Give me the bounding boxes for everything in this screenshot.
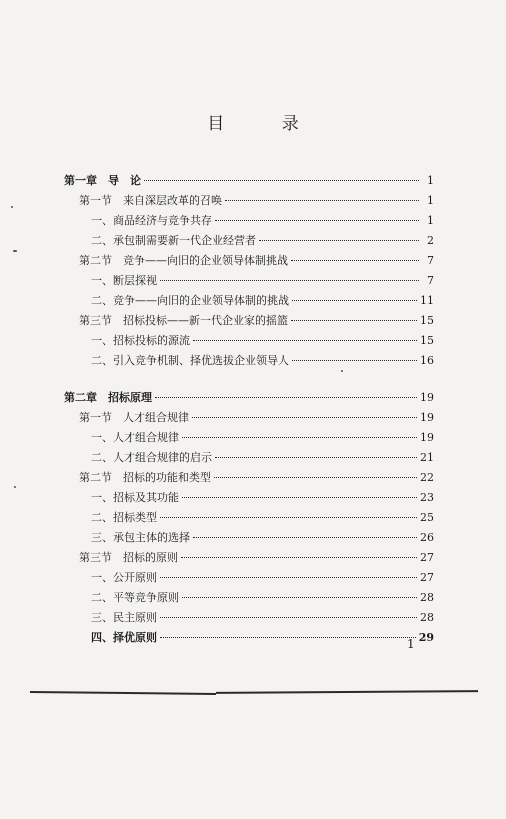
toc-entry xyxy=(91,528,434,548)
dot-leader xyxy=(160,617,417,618)
toc-entry-page: 19 xyxy=(420,391,434,404)
toc-entry-page: 15 xyxy=(420,314,434,327)
scan-speck xyxy=(341,370,343,372)
toc-entry-page: 15 xyxy=(420,334,434,347)
toc-entry xyxy=(64,171,434,191)
toc-entry-page: 29 xyxy=(418,631,434,644)
dot-leader xyxy=(291,260,419,261)
toc-entry xyxy=(91,351,434,371)
toc-entry-label: 第三节 招标的原则 xyxy=(79,551,178,564)
scan-rule-right xyxy=(216,690,478,693)
toc-entry-page: 1 xyxy=(427,214,434,227)
dot-leader xyxy=(292,360,417,361)
toc-entry xyxy=(79,311,434,331)
dot-leader xyxy=(160,280,419,281)
toc-entry xyxy=(91,448,434,468)
toc-entry-page: 22 xyxy=(420,471,434,484)
toc-entry-label: 第三节 招标投标——新一代企业家的摇篮 xyxy=(79,314,288,327)
toc-entry xyxy=(91,588,434,608)
toc-entry-page: 16 xyxy=(420,354,434,367)
toc-entry-label: 二、人才组合规律的启示 xyxy=(91,451,212,464)
dot-leader xyxy=(160,577,417,578)
toc-entry xyxy=(91,231,434,251)
toc-entry-label: 第一章 导 论 xyxy=(64,174,141,187)
toc-entry xyxy=(91,508,434,528)
toc-entry-page: 26 xyxy=(420,531,434,544)
toc-entry xyxy=(91,271,434,291)
dot-leader xyxy=(291,320,417,321)
toc-entry xyxy=(79,251,434,271)
toc-entry xyxy=(91,628,434,648)
scan-speck xyxy=(11,206,13,208)
dot-leader xyxy=(160,637,416,638)
dot-leader xyxy=(144,180,419,181)
dot-leader xyxy=(160,517,417,518)
scan-rule-left xyxy=(30,691,216,694)
toc-entry-page: 2 xyxy=(427,234,434,247)
dot-leader xyxy=(215,457,417,458)
toc-entry-label: 二、承包制需要新一代企业经营者 xyxy=(91,234,256,247)
toc-entry xyxy=(91,428,434,448)
dot-leader xyxy=(181,557,417,558)
dot-leader xyxy=(182,497,417,498)
dot-leader xyxy=(182,437,417,438)
toc-entry-page: 28 xyxy=(420,611,434,624)
toc-entry-page: 19 xyxy=(420,411,434,424)
toc-entry-page: 27 xyxy=(420,551,434,564)
toc-entry xyxy=(79,468,434,488)
toc-entry-label: 第一节 来自深层改革的召唤 xyxy=(79,194,222,207)
toc-entry-label: 三、民主原则 xyxy=(91,611,157,624)
toc-entry-page: 11 xyxy=(420,294,434,307)
scan-speck xyxy=(13,250,17,252)
dot-leader xyxy=(182,597,417,598)
toc-entry xyxy=(79,191,434,211)
toc-title: 目 录 xyxy=(207,114,325,134)
toc-entry-label: 一、人才组合规律 xyxy=(91,431,179,444)
toc-entry xyxy=(79,548,434,568)
toc-entry-label: 二、平等竞争原则 xyxy=(91,591,179,604)
toc-entry-label: 第二节 招标的功能和类型 xyxy=(79,471,211,484)
dot-leader xyxy=(214,477,417,478)
toc-entry xyxy=(64,388,434,408)
toc-entry-label: 二、招标类型 xyxy=(91,511,157,524)
toc-entry xyxy=(91,608,434,628)
toc-entry-page: 27 xyxy=(420,571,434,584)
toc-entry-page: 23 xyxy=(420,491,434,504)
toc-entry xyxy=(91,331,434,351)
dot-leader xyxy=(193,340,417,341)
dot-leader xyxy=(155,397,417,398)
toc-entry-label: 三、承包主体的选择 xyxy=(91,531,190,544)
toc-entry xyxy=(91,211,434,231)
scan-speck xyxy=(14,486,16,488)
toc-entry-page: 7 xyxy=(427,274,434,287)
dot-leader xyxy=(259,240,419,241)
toc-entry-page: 25 xyxy=(420,511,434,524)
toc-entry-page: 21 xyxy=(420,451,434,464)
toc-entry xyxy=(91,568,434,588)
toc-entry-label: 一、商品经济与竞争共存 xyxy=(91,214,212,227)
toc-entry-label: 一、招标投标的源流 xyxy=(91,334,190,347)
dot-leader xyxy=(225,200,419,201)
toc-entry-label: 一、断层探视 xyxy=(91,274,157,287)
toc-entry-label: 四、择优原则 xyxy=(91,631,157,644)
toc-entry-page: 19 xyxy=(420,431,434,444)
toc-entry-label: 第二节 竞争——向旧的企业领导体制挑战 xyxy=(79,254,288,267)
dot-leader xyxy=(192,417,417,418)
toc-entry-page: 1 xyxy=(427,174,434,187)
toc-entry-label: 一、公开原则 xyxy=(91,571,157,584)
dot-leader xyxy=(292,300,417,301)
toc-entry-label: 第一节 人才组合规律 xyxy=(79,411,189,424)
toc-entry-page: 7 xyxy=(427,254,434,267)
toc-entry-label: 二、竞争——向旧的企业领导体制的挑战 xyxy=(91,294,289,307)
dot-leader xyxy=(215,220,419,221)
dot-leader xyxy=(193,537,417,538)
toc-entry xyxy=(91,488,434,508)
toc-entry-page: 28 xyxy=(420,591,434,604)
toc-entry-label: 第二章 招标原理 xyxy=(64,391,152,404)
toc-entry xyxy=(79,408,434,428)
toc-entry xyxy=(91,291,434,311)
toc-entry-label: 一、招标及其功能 xyxy=(91,491,179,504)
toc-entry-page: 1 xyxy=(427,194,434,207)
page-number: 1 xyxy=(407,637,415,651)
toc-entry-label: 二、引入竞争机制、择优选拔企业领导人 xyxy=(91,354,289,367)
